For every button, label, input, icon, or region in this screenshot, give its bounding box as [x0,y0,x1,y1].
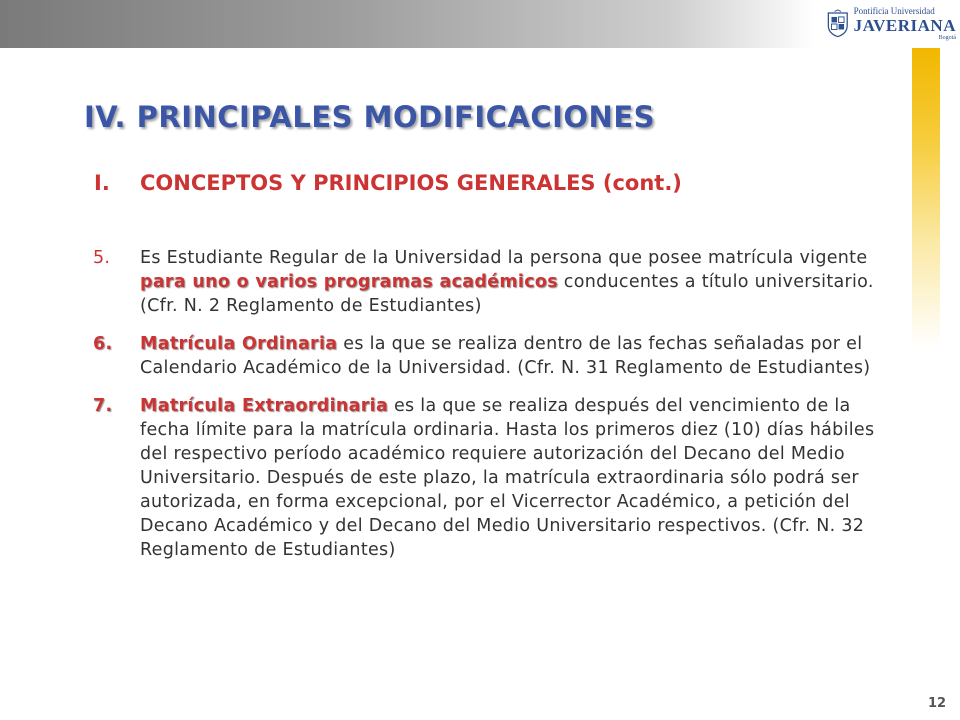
logo-text [854,7,956,41]
item-number: 5. [93,248,111,268]
section-heading-text: CONCEPTOS Y PRINCIPIOS GENERALES (cont.) [140,171,682,195]
page-title: IV. PRINCIPALES MODIFICACIONES [84,100,656,134]
item-text [140,332,893,380]
logo-line-2: JAVERIANA [853,16,956,35]
item-text-part: Es Estudiante Regular de la Universidad la persona que posee matrícula vigente [140,248,868,268]
item-text [140,246,893,318]
item-text-part: es la que se realiza dentro de las fechas señaladas por el Calendario Académico de la Universidad. (Cfr. N. 31 Reglamento de Estudiantes) [140,334,871,378]
list-item [93,246,893,318]
item-text [140,394,893,562]
section-number: I. [94,171,110,195]
item-highlight: Matrícula Extraordinaria [140,396,389,416]
item-number: 7. [93,396,113,416]
item-text-part: conducentes a título universitario. (Cfr. N. 2 Reglamento de Estudiantes) [140,272,874,316]
logo-line-3: Bogotá [938,35,956,41]
logo-line-1: Pontificia Universidad [853,6,935,16]
item-list [93,246,893,576]
item-highlight: Matrícula Ordinaria [140,334,338,354]
item-highlight: para uno o varios programas académicos [140,272,558,292]
top-banner [0,0,960,48]
list-item [93,394,893,562]
university-shield-icon [826,6,850,42]
list-item [93,332,893,380]
university-logo [826,4,956,44]
item-number: 6. [93,334,113,354]
section-heading [94,171,682,195]
page-number: 12 [928,696,947,711]
item-text-part: es la que se realiza después del vencimiento de la fecha límite para la matrícula ordinaria. Hasta los primeros diez (10) días hábiles del respectivo período académico requiere autorización del Decano del Medio Universitario. Después de este plazo, la matrícula extraordinaria sólo podrá ser autorizada, en forma excepcional, por el Vicerrector Académico, a petición del Decano Académico y del Decano del Medio Universitario respectivos. (Cfr. N. 32 Reglamento de Estudiantes) [140,396,875,560]
side-accent-bar [912,48,940,348]
